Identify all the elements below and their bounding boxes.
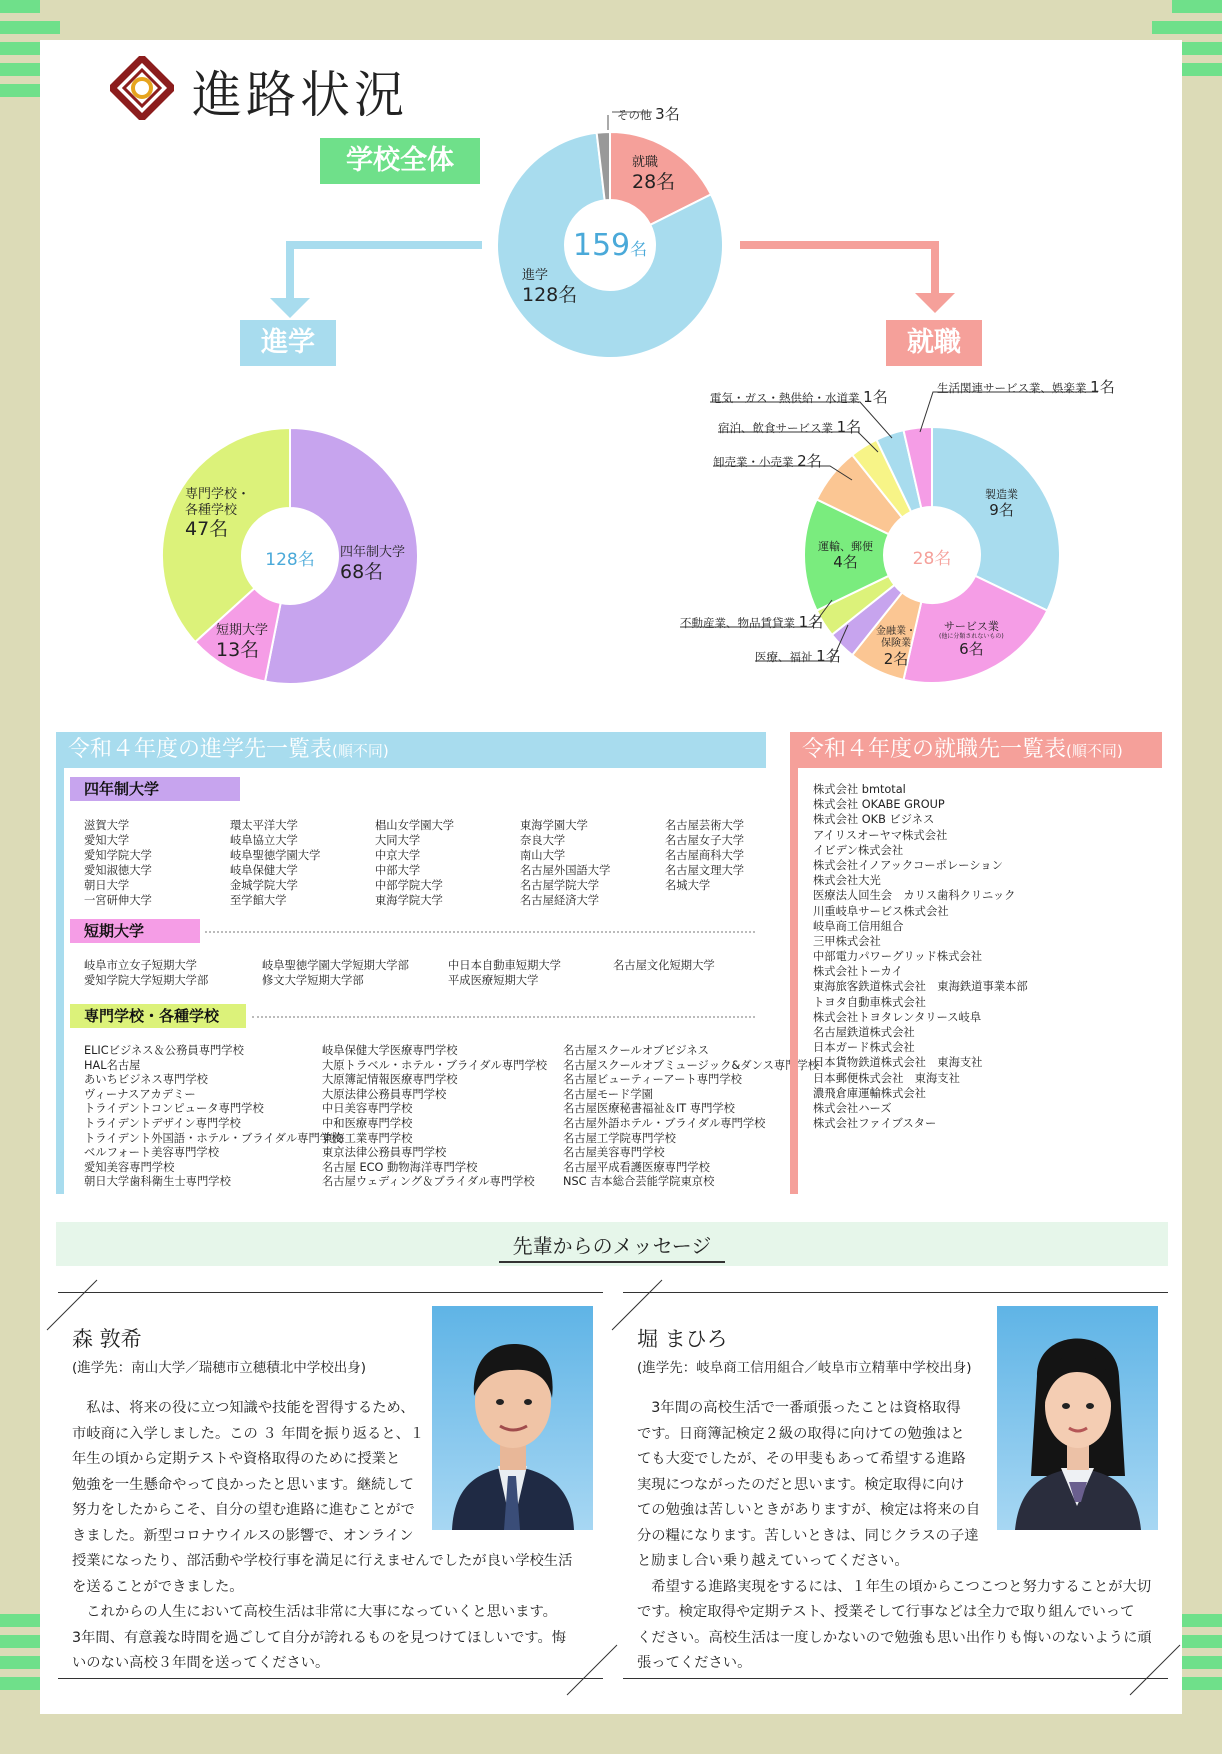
message-line: 授業になったり、部活動や学校行事を満足に行えませんでしたが良い学校生活	[72, 1553, 573, 1569]
employ-center-total: 28名	[912, 549, 952, 569]
list-item: 三甲株式会社	[813, 934, 881, 948]
advance-label-univ: 四年制大学 68名	[340, 545, 406, 583]
message-line: 3年間、有意義な時間を過ごして自分が誇れるものを見つけてほしいです。悔	[72, 1629, 567, 1646]
univ-cols-column	[230, 818, 320, 908]
list-item: 名古屋美容専門学校	[563, 1146, 665, 1160]
list-item: 中部電力パワーグリッド株式会社	[813, 950, 983, 964]
univ-cols-column	[84, 818, 152, 908]
list-item: 岐阜保健大学医療専門学校	[322, 1044, 458, 1057]
list-item: 名古屋モード学園	[563, 1087, 653, 1101]
list-item: 大原法律公務員専門学校	[322, 1087, 447, 1101]
employ-list	[813, 782, 1028, 1131]
list-item: 名古屋外国語大学	[520, 864, 611, 877]
junior-cols-column	[262, 958, 409, 988]
list-item: 岐阜聖徳学園大学短期大学部	[262, 959, 409, 972]
list-item: 愛知学院大学	[84, 849, 152, 862]
employ-label-manufacturing: 製造業 9名	[985, 488, 1018, 520]
message-line: です。検定取得や定期テスト、授業そして行事などは全力で取り組んでいって	[637, 1604, 1135, 1620]
list-item: 株式会社大光	[813, 874, 881, 888]
list-item: 株式会社 bmtotal	[813, 783, 906, 796]
advance-label-junior: 短期大学 13名	[216, 623, 269, 661]
junior-cols-column	[448, 958, 561, 988]
message-line: 私は、将来の役に立つ知識や技能を習得するため、	[72, 1400, 415, 1416]
list-item: 濃飛倉庫運輸株式会社	[813, 1086, 926, 1100]
list-item: NSC 吉本総合芸能学院東京校	[563, 1175, 715, 1189]
list-item: 東海学園大学	[520, 819, 588, 832]
employ-label-service: サービス業 (他に分類されないもの) 6名	[939, 620, 1004, 659]
list-item: 株式会社トヨタレンタリース岐阜	[813, 1010, 982, 1024]
list-item: 東海学院大学	[375, 894, 443, 907]
list-item: 中部学院大学	[375, 879, 443, 892]
list-item: 名城大学	[665, 879, 711, 892]
list-item: 中京大学	[375, 849, 421, 862]
vocational-divider	[252, 1016, 755, 1018]
list-item: あいちビジネス専門学校	[84, 1073, 208, 1087]
message-line: ても大変でしたが、その甲斐もあって希望する進路	[637, 1451, 966, 1467]
message-body-left	[72, 1396, 597, 1677]
list-item: 東海旅客鉄道株式会社 東海鉄道事業本部	[813, 980, 1028, 994]
list-item: 岐阜商工信用組合	[813, 919, 904, 933]
message-line: です。日商簿記検定２級の取得に向けての勉強はと	[637, 1425, 965, 1442]
univ-cols-column	[520, 818, 610, 908]
list-item: 名古屋医療秘書福祉＆IT 専門学校	[563, 1102, 735, 1116]
list-item: 岐阜聖徳学園大学	[230, 849, 321, 862]
overall-center-total: 159名	[572, 228, 648, 263]
junior-category-label: 短期大学	[70, 919, 200, 943]
list-item: 株式会社ハーズ	[813, 1101, 892, 1115]
message-line: 希望する進路実現をするには、１年生の頃からこつこつと努力することが大切	[637, 1578, 1152, 1595]
list-item: 名古屋文理大学	[665, 864, 745, 877]
list-item: 日本郵便株式会社 東海支社	[813, 1071, 960, 1085]
overall-tag: 学校全体	[320, 138, 480, 184]
univ-category-label: 四年制大学	[70, 777, 240, 801]
list-item: ヴィーナスアカデミー	[84, 1087, 196, 1101]
list-item: 株式会社イノアックコーポレーション	[813, 858, 1003, 872]
list-item: HAL名古屋	[84, 1058, 141, 1072]
list-item: 金城学院大学	[230, 879, 298, 892]
junior-divider	[205, 931, 755, 933]
list-item: 川重岐阜サービス株式会社	[813, 904, 949, 918]
advance-center-total: 128名	[265, 550, 315, 570]
univ-cols-column	[375, 818, 454, 908]
list-item: 株式会社ファイブスター	[813, 1117, 937, 1131]
list-item: イビデン株式会社	[813, 843, 904, 857]
employ-tag: 就職	[886, 320, 982, 366]
employ-list-header: 令和４年度の就職先一覧表(順不同)	[790, 732, 1162, 768]
message-line: 努力をしたからこそ、自分の望む進路に進むことがで	[72, 1502, 415, 1518]
list-item: 名古屋スクールオブビジネス	[563, 1044, 709, 1057]
employ-label-electric: 電気・ガス・熱供給・水道業 1名	[710, 388, 888, 406]
voc-cols-column	[563, 1044, 819, 1190]
list-item: 名古屋外語ホテル・ブライダル専門学校	[563, 1116, 766, 1130]
list-item: 東海工業専門学校	[322, 1131, 413, 1145]
list-item: 日本ガード株式会社	[813, 1041, 915, 1055]
list-item: 愛知大学	[84, 834, 130, 847]
overall-label-other: その他 3名	[617, 105, 680, 123]
student-name-right: 堀 まひろ	[637, 1327, 728, 1351]
list-item: 名古屋スクールオブミュージック&ダンス専門学校	[563, 1058, 820, 1072]
list-item: ベルフォート美容専門学校	[84, 1146, 219, 1160]
list-item: 名古屋ウェディング＆ブライダル専門学校	[322, 1175, 535, 1189]
overall-label-advance: 進学 128名	[522, 268, 578, 306]
employ-label-realestate: 不動産業、物品賃貸業 1名	[680, 613, 824, 631]
message-line: これからの人生において高校生活は非常に大事になっていくと思います。	[72, 1604, 557, 1620]
list-item: 環太平洋大学	[230, 819, 298, 832]
list-item: トライデントデザイン専門学校	[84, 1116, 241, 1130]
employ-label-lodging: 宿泊、飲食サービス業 1名	[718, 418, 862, 436]
advance-list-header: 令和４年度の進学先一覧表(順不同)	[56, 732, 766, 768]
list-item: 名古屋鉄道株式会社	[813, 1026, 915, 1039]
list-item: 名古屋ビューティーアート専門学校	[563, 1073, 742, 1087]
message-line: 分の糧になります。苦しいときは、同じクラスの子達	[637, 1527, 979, 1544]
student-school-left: (進学先：南山大学／瑞穂市立穂積北中学校出身)	[72, 1360, 367, 1376]
list-item: 名古屋芸術大学	[665, 819, 745, 832]
employ-label-wholesale: 卸売業・小売業 2名	[713, 452, 822, 470]
list-item: 奈良大学	[520, 834, 566, 847]
list-item: 医療法人回生会 カリス歯科クリニック	[813, 889, 1016, 903]
message-section-header	[56, 1222, 1168, 1266]
message-line: 市岐商に入学しました。この ３ 年間を振り返ると、１	[72, 1425, 425, 1442]
advance-tag: 進学	[240, 320, 336, 366]
list-item: 名古屋経済大学	[520, 894, 600, 907]
message-line: ての勉強は苦しいときがありますが、検定は将来の自	[637, 1502, 981, 1518]
list-item: 日本貨物鉄道株式会社 東海支社	[813, 1056, 983, 1070]
advance-label-vocational: 専門学校・ 各種学校 47名	[185, 487, 251, 541]
student-name-left: 森 敦希	[72, 1327, 142, 1351]
school-emblem-icon	[110, 56, 174, 120]
employ-label-transport: 運輸、郵便 4名	[818, 540, 873, 572]
list-item: 岐阜市立女子短期大学	[84, 959, 197, 972]
list-item: 株式会社 OKABE GROUP	[813, 798, 945, 812]
list-item: 椙山女学園大学	[375, 819, 455, 832]
list-item: 朝日大学歯科衛生士専門学校	[84, 1175, 231, 1189]
employ-label-finance: 金融業・ 保険業 2名	[876, 626, 916, 668]
list-item: 名古屋学院大学	[520, 879, 600, 892]
message-line: と励まし合い乗り越えていってください。	[637, 1553, 909, 1569]
list-item: 中日美容専門学校	[322, 1102, 413, 1116]
list-item: ELICビジネス＆公務員専門学校	[84, 1044, 244, 1057]
junior-cols-column	[84, 958, 208, 988]
voc-cols-column	[322, 1044, 547, 1190]
list-item: 平成医療短期大学	[448, 974, 539, 987]
list-item: 南山大学	[520, 849, 566, 862]
list-item: 大同大学	[375, 834, 421, 847]
message-line: 3年間の高校生活で一番頑張ったことは資格取得	[637, 1400, 961, 1416]
employ-label-medical: 医療、福祉 1名	[755, 647, 841, 665]
vocational-category-label: 専門学校・各種学校	[70, 1004, 246, 1028]
list-item: 岐阜保健大学	[230, 864, 298, 877]
list-item: 中和医療専門学校	[322, 1116, 413, 1130]
message-line: きました。新型コロナウイルスの影響で、オンライン	[72, 1527, 414, 1544]
list-item: 滋賀大学	[84, 819, 130, 832]
list-item: 東京法律公務員専門学校	[322, 1146, 447, 1160]
voc-cols-column	[84, 1044, 342, 1190]
message-line: 張ってください。	[637, 1655, 752, 1671]
list-item: 中日本自動車短期大学	[448, 959, 561, 972]
list-item: 株式会社 OKB ビジネス	[813, 813, 935, 827]
message-line: 年生の頃から定期テストや資格取得のために授業と	[72, 1451, 401, 1467]
overall-label-employ: 就職 28名	[632, 155, 676, 193]
list-item: 大原簿記情報医療専門学校	[322, 1073, 458, 1087]
list-item: 名古屋女子大学	[665, 834, 745, 847]
list-item: アイリスオーヤマ株式会社	[813, 828, 948, 842]
list-item: 愛知美容専門学校	[84, 1160, 175, 1174]
message-section-title: 先輩からのメッセージ	[56, 1230, 1168, 1259]
list-item: トライデントコンピュータ専門学校	[84, 1102, 264, 1116]
message-line: 実現につながったのだと思います。検定取得に向け	[637, 1476, 965, 1493]
junior-cols-column	[613, 958, 715, 973]
message-body-right	[637, 1396, 1162, 1677]
univ-cols-column	[665, 818, 744, 893]
list-item: 朝日大学	[84, 879, 130, 892]
list-item: トライデント外国語・ホテル・ブライダル専門学校	[84, 1131, 343, 1145]
list-item: 名古屋商科大学	[665, 849, 745, 862]
list-item: 名古屋 ECO 動物海洋専門学校	[322, 1160, 478, 1174]
list-item: 株式会社トーカイ	[813, 965, 903, 979]
message-line: ください。高校生活は一度しかないので勉強も思い出作りも悔いのないように頑	[637, 1629, 1152, 1646]
list-item: 大原トラベル・ホテル・ブライダル専門学校	[322, 1058, 548, 1072]
list-item: 一宮研伸大学	[84, 894, 152, 907]
list-item: 名古屋工学院専門学校	[563, 1131, 676, 1145]
page-title: 進路状況	[192, 66, 408, 124]
list-item: トヨタ自動車株式会社	[813, 995, 926, 1009]
message-line: 勉強を一生懸命やって良かったと思います。継続して	[72, 1476, 414, 1493]
list-item: 至学館大学	[230, 894, 287, 907]
list-item: 名古屋平成看護医療専門学校	[563, 1160, 710, 1174]
list-item: 愛知学院大学短期大学部	[84, 974, 209, 987]
list-item: 岐阜協立大学	[230, 834, 298, 847]
message-line: を送ることができました。	[72, 1578, 244, 1595]
list-item: 愛知淑徳大学	[84, 864, 152, 877]
list-item: 名古屋文化短期大学	[613, 959, 715, 972]
list-item: 中部大学	[375, 864, 421, 877]
list-item: 修文大学短期大学部	[262, 974, 364, 987]
employ-label-lifestyle: 生活関連サービス業、娯楽業 1名	[937, 378, 1115, 396]
message-line: いのない高校３年間を送ってください。	[72, 1655, 330, 1671]
student-school-right: (進学先：岐阜商工信用組合／岐阜市立精華中学校出身)	[637, 1360, 972, 1376]
